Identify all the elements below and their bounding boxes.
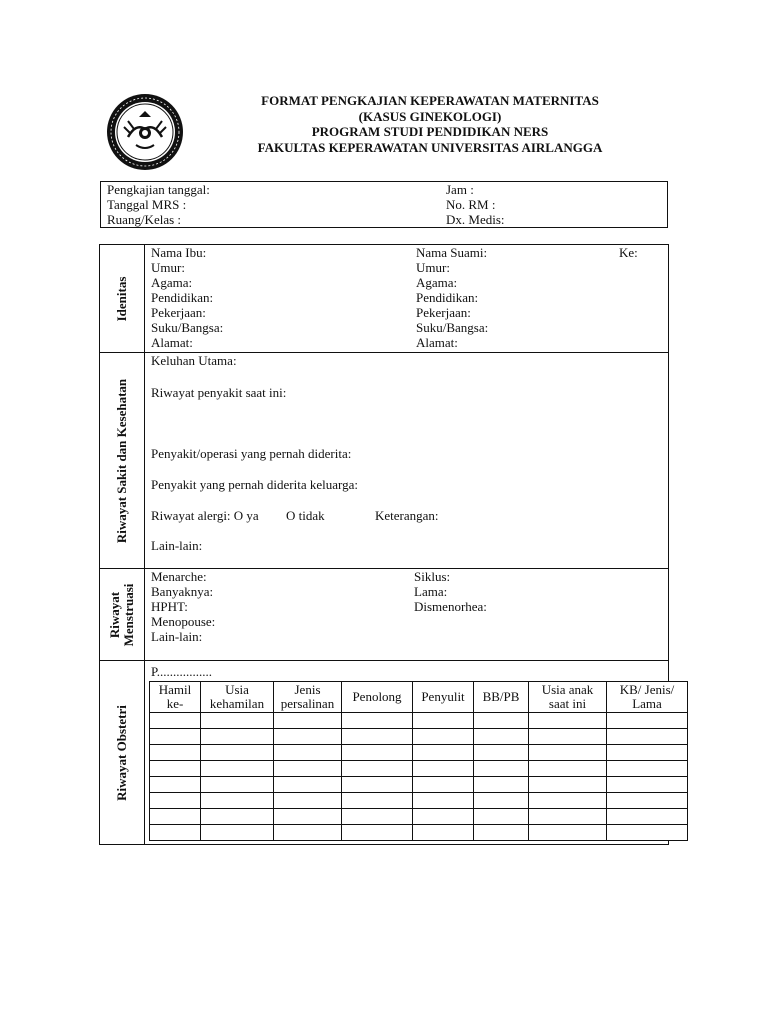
table-cell[interactable]	[150, 761, 201, 777]
table-cell[interactable]	[342, 761, 413, 777]
table-cell[interactable]	[529, 809, 607, 825]
col-header-usia-anak: Usia anak saat ini	[529, 682, 607, 713]
section-label-obstetri: Riwayat Obstetri	[114, 704, 129, 801]
allergy-yes-option[interactable]: Riwayat alergi: O ya	[151, 508, 259, 523]
header-title-line-1: FORMAT PENGKAJIAN KEPERAWATAN MATERNITAS	[261, 93, 599, 108]
table-cell[interactable]	[607, 809, 688, 825]
husband-ethnicity-field[interactable]: Suku/Bangsa:	[416, 320, 489, 335]
table-cell[interactable]	[274, 825, 342, 841]
assessment-date-field[interactable]: Pengkajian tanggal:	[107, 182, 210, 197]
past-illness-field[interactable]: Penyakit/operasi yang pernah diderita:	[151, 446, 352, 461]
table-cell[interactable]	[342, 777, 413, 793]
husband-address-field[interactable]: Alamat:	[416, 335, 458, 350]
table-cell[interactable]	[474, 825, 529, 841]
table-cell[interactable]	[150, 745, 201, 761]
col-header-penolong: Penolong	[342, 682, 413, 713]
allergy-notes-field[interactable]: Keterangan:	[375, 508, 439, 523]
header-title-line-3: PROGRAM STUDI PENDIDIKAN NERS	[311, 124, 549, 139]
table-cell[interactable]	[474, 793, 529, 809]
table-row	[150, 825, 688, 841]
parity-field[interactable]: P.................	[151, 664, 213, 679]
table-cell[interactable]	[474, 809, 529, 825]
table-cell[interactable]	[607, 761, 688, 777]
table-cell[interactable]	[274, 793, 342, 809]
section-label-identitas: Idenitas	[114, 276, 129, 321]
table-cell[interactable]	[274, 729, 342, 745]
table-cell[interactable]	[150, 777, 201, 793]
col-header-penyulit: Penyulit	[413, 682, 474, 713]
side-column-divider	[144, 245, 145, 844]
family-illness-field[interactable]: Penyakit yang pernah diderita keluarga:	[151, 477, 358, 492]
hpht-field[interactable]: HPHT:	[151, 599, 188, 614]
assessment-info-box	[100, 181, 668, 228]
table-cell[interactable]	[474, 745, 529, 761]
table-cell[interactable]	[607, 713, 688, 729]
husband-name-field[interactable]: Nama Suami:	[416, 245, 488, 260]
table-cell[interactable]	[607, 793, 688, 809]
table-cell[interactable]	[201, 809, 274, 825]
table-cell[interactable]	[342, 809, 413, 825]
husband-occupation-field[interactable]: Pekerjaan:	[416, 305, 471, 320]
menstruation-other-field[interactable]: Lain-lain:	[151, 629, 203, 644]
husband-age-field[interactable]: Umur:	[416, 260, 450, 275]
chief-complaint-field[interactable]: Keluhan Utama:	[151, 353, 237, 368]
section-label-riwayat-sakit: Riwayat Sakit dan Kesehatan	[114, 378, 129, 543]
table-cell[interactable]	[474, 761, 529, 777]
mother-education-field[interactable]: Pendidikan:	[151, 290, 214, 305]
menopause-field[interactable]: Menopouse:	[151, 614, 216, 629]
menarche-field[interactable]: Menarche:	[151, 569, 207, 584]
admission-date-field[interactable]: Tanggal MRS :	[107, 197, 187, 212]
marriage-order-field[interactable]: Ke:	[619, 245, 638, 260]
table-cell[interactable]	[201, 761, 274, 777]
allergy-no-option[interactable]: O tidak	[286, 508, 325, 523]
room-class-field[interactable]: Ruang/Kelas :	[107, 212, 182, 227]
table-cell[interactable]	[529, 825, 607, 841]
other-history-field[interactable]: Lain-lain:	[151, 538, 203, 553]
table-row	[150, 793, 688, 809]
col-header-usia-kehamilan: Usia kehamilan	[201, 682, 274, 713]
table-cell[interactable]	[474, 713, 529, 729]
table-cell[interactable]	[413, 809, 474, 825]
mother-name-field[interactable]: Nama Ibu:	[151, 245, 207, 260]
table-row	[150, 777, 688, 793]
table-cell[interactable]	[607, 745, 688, 761]
table-cell[interactable]	[274, 745, 342, 761]
table-cell[interactable]	[342, 729, 413, 745]
table-cell[interactable]	[529, 777, 607, 793]
table-cell[interactable]	[474, 777, 529, 793]
table-cell[interactable]	[529, 713, 607, 729]
obstetric-history-table	[149, 681, 688, 841]
table-row	[150, 761, 688, 777]
table-cell[interactable]	[413, 761, 474, 777]
table-cell[interactable]	[201, 793, 274, 809]
mother-ethnicity-field[interactable]: Suku/Bangsa:	[151, 320, 224, 335]
table-cell[interactable]	[529, 729, 607, 745]
table-cell[interactable]	[413, 713, 474, 729]
cycle-field[interactable]: Siklus:	[414, 569, 451, 584]
table-cell[interactable]	[413, 793, 474, 809]
husband-religion-field[interactable]: Agama:	[416, 275, 458, 290]
table-cell[interactable]	[150, 729, 201, 745]
table-cell[interactable]	[342, 745, 413, 761]
table-cell[interactable]	[274, 809, 342, 825]
table-cell[interactable]	[529, 793, 607, 809]
table-cell[interactable]	[201, 729, 274, 745]
table-cell[interactable]	[274, 761, 342, 777]
mother-age-field[interactable]: Umur:	[151, 260, 185, 275]
flow-amount-field[interactable]: Banyaknya:	[151, 584, 214, 599]
table-cell[interactable]	[607, 729, 688, 745]
university-seal-logo	[106, 93, 184, 171]
table-cell[interactable]	[150, 825, 201, 841]
table-cell[interactable]	[342, 793, 413, 809]
table-cell[interactable]	[274, 713, 342, 729]
table-cell[interactable]	[342, 825, 413, 841]
table-cell[interactable]	[529, 761, 607, 777]
table-cell[interactable]	[201, 777, 274, 793]
table-cell[interactable]	[150, 713, 201, 729]
col-header-bb-pb: BB/PB	[474, 682, 529, 713]
table-header-row	[150, 682, 688, 713]
table-cell[interactable]	[201, 745, 274, 761]
table-cell[interactable]	[474, 729, 529, 745]
form-header	[200, 93, 660, 155]
table-row	[150, 729, 688, 745]
time-field[interactable]: Jam :	[446, 182, 474, 197]
table-cell[interactable]	[342, 713, 413, 729]
section-label-menstruasi: Riwayat Menstruasi	[107, 583, 136, 646]
duration-field[interactable]: Lama:	[414, 584, 448, 599]
table-cell[interactable]	[413, 729, 474, 745]
medical-diagnosis-field[interactable]: Dx. Medis:	[446, 212, 505, 227]
table-cell[interactable]	[150, 793, 201, 809]
col-header-jenis-persalinan: Jenis persalinan	[274, 682, 342, 713]
mother-occupation-field[interactable]: Pekerjaan:	[151, 305, 206, 320]
current-illness-field[interactable]: Riwayat penyakit saat ini:	[151, 385, 287, 400]
husband-education-field[interactable]: Pendidikan:	[416, 290, 479, 305]
table-cell[interactable]	[201, 713, 274, 729]
table-cell[interactable]	[413, 825, 474, 841]
table-row	[150, 745, 688, 761]
table-cell[interactable]	[607, 777, 688, 793]
table-cell[interactable]	[607, 825, 688, 841]
table-cell[interactable]	[529, 745, 607, 761]
table-cell[interactable]	[274, 777, 342, 793]
header-title-line-4: FAKULTAS KEPERAWATAN UNIVERSITAS AIRLANGGA	[257, 139, 603, 155]
table-cell[interactable]	[150, 809, 201, 825]
table-row	[150, 809, 688, 825]
col-header-hamil-ke: Hamil ke-	[150, 682, 201, 713]
mother-address-field[interactable]: Alamat:	[151, 335, 193, 350]
section-divider	[100, 660, 668, 661]
medical-record-field[interactable]: No. RM :	[446, 197, 496, 212]
table-cell[interactable]	[413, 745, 474, 761]
dysmenorrhea-field[interactable]: Dismenorhea:	[414, 599, 487, 614]
table-cell[interactable]	[413, 777, 474, 793]
table-row	[150, 713, 688, 729]
col-header-kb-jenis-lama: KB/ Jenis/ Lama	[607, 682, 688, 713]
table-cell[interactable]	[201, 825, 274, 841]
header-title-line-2: (KASUS GINEKOLOGI)	[358, 108, 502, 124]
mother-religion-field[interactable]: Agama:	[151, 275, 193, 290]
